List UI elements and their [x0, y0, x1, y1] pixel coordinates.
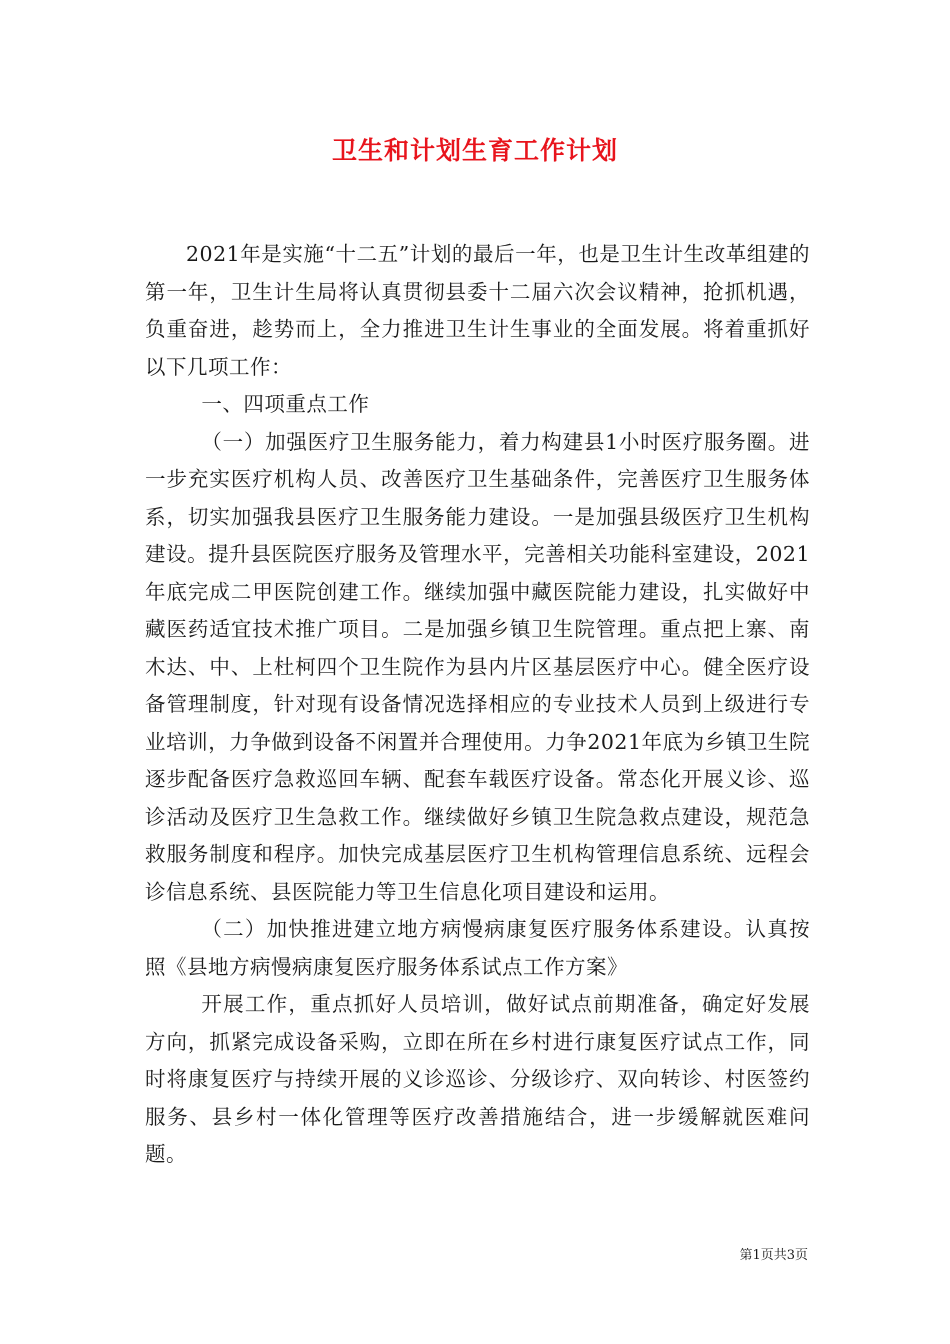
paragraph-intro: 2021年是实施“十二五”计划的最后一年，也是卫生计生改革组建的第一年，卫生计生局将认真贯彻县委十二届六次会议精神，抢抓机遇，负重奋进，趁势而上，全力推进卫生计生事业的全面发展。将着重抓好以下几项工作：: [145, 242, 810, 379]
page-number: 第1页共3页: [739, 1248, 808, 1263]
document-body: [145, 236, 810, 1174]
paragraph-section-2: （二）加快推进建立地方病慢病康复医疗服务体系建设。认真按照《县地方病慢病康复医疗服务体系试点工作方案》: [145, 917, 810, 979]
paragraph-section-2-continued: 开展工作，重点抓好人员培训，做好试点前期准备，确定好发展方向，抓紧完成设备采购，立即在所在乡村进行康复医疗试点工作，同时将康复医疗与持续开展的义诊巡诊、分级诊疗、双向转诊、村医签约服务、县乡村一体化管理等医疗改善措施结合，进一步缓解就医难问题。: [145, 992, 810, 1166]
page-title: 卫生和计划生育工作计划: [331, 136, 618, 165]
section-heading: 一、四项重点工作: [201, 392, 370, 416]
paragraph-section-1: （一）加强医疗卫生服务能力，着力构建县1小时医疗服务圈。进一步充实医疗机构人员、改善医疗卫生基础条件，完善医疗卫生服务体系，切实加强我县医疗卫生服务能力建设。一是加强县级医疗卫生机构建设。提升县医院医疗服务及管理水平，完善相关功能科室建设，2021年底完成二甲医院创建工作。继续加强中藏医院能力建设，扎实做好中藏医药适宜技术推广项目。二是加强乡镇卫生院管理。重点把上寨、南木达、中、上杜柯四个卫生院作为县内片区基层医疗中心。健全医疗设备管理制度，针对现有设备情况选择相应的专业技术人员到上级进行专业培训，力争做到设备不闲置并合理使用。力争2021年底为乡镇卫生院逐步配备医疗急救巡回车辆、配套车载医疗设备。常态化开展义诊、巡诊活动及医疗卫生急救工作。继续做好乡镇卫生院急救点建设，规范急救服务制度和程序。加快完成基层医疗卫生机构管理信息系统、远程会诊信息系统、县医院能力等卫生信息化项目建设和运用。: [145, 429, 810, 904]
